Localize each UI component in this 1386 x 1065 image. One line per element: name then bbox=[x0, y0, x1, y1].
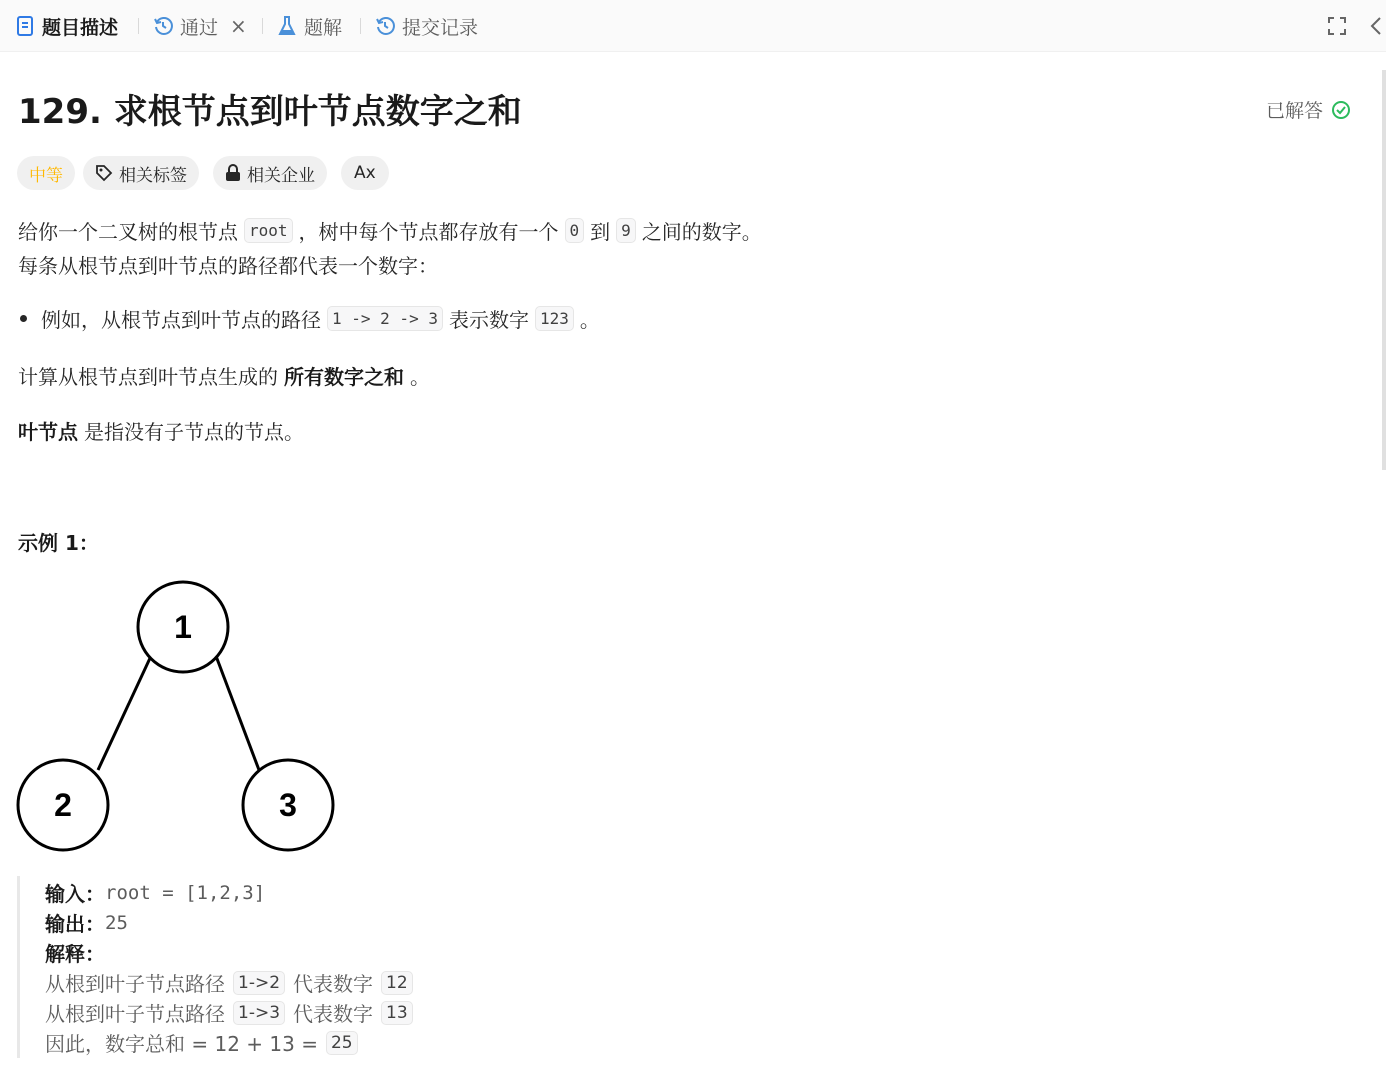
inline-code: 25 bbox=[326, 1031, 358, 1055]
fullscreen-icon[interactable] bbox=[1325, 14, 1349, 38]
difficulty-badge bbox=[17, 156, 75, 190]
inline-code: 1 -> 2 -> 3 bbox=[327, 306, 443, 331]
inline-code: 1->3 bbox=[233, 1001, 285, 1025]
explanation-line-1 bbox=[45, 968, 421, 997]
description-paragraph-1 bbox=[18, 216, 762, 245]
text-segment: 代表数字 bbox=[293, 1002, 374, 1026]
translate-button[interactable] bbox=[341, 156, 389, 190]
text-segment: 给你一个二叉树的根节点 bbox=[18, 220, 238, 244]
solved-status bbox=[1266, 96, 1351, 123]
example-output bbox=[45, 908, 128, 937]
output-label: 输出： bbox=[45, 912, 105, 936]
history-icon bbox=[374, 15, 396, 37]
collapse-chevron-icon[interactable] bbox=[1364, 14, 1386, 38]
description-paragraph-3 bbox=[18, 361, 430, 390]
text-segment: ，树中每个节点都存放有一个 bbox=[298, 220, 559, 244]
tab-submissions-label: 提交记录 bbox=[402, 16, 479, 39]
tab-accepted-label: 通过 bbox=[180, 16, 219, 39]
description-bullet bbox=[18, 304, 600, 333]
text-segment: 代表数字 bbox=[293, 972, 374, 996]
text-segment: 。 bbox=[410, 365, 430, 389]
output-value: 25 bbox=[105, 911, 128, 934]
tag-icon bbox=[95, 164, 113, 182]
tab-submissions[interactable] bbox=[374, 0, 478, 52]
tab-divider bbox=[138, 18, 139, 34]
tab-accepted[interactable] bbox=[152, 0, 247, 52]
inline-code: root bbox=[244, 218, 293, 243]
text-segment: 例如，从根节点到叶节点的路径 bbox=[41, 308, 321, 332]
text-segment: 表示数字 bbox=[448, 308, 529, 332]
description-paragraph-2: 每条从根节点到叶节点的路径都代表一个数字： bbox=[18, 254, 438, 278]
inline-code: 13 bbox=[381, 1001, 413, 1025]
text-segment: 之间的数字。 bbox=[641, 220, 762, 244]
inline-code: 1->2 bbox=[233, 971, 285, 995]
bold-text: 叶节点 bbox=[18, 420, 78, 444]
explanation-label: 解释： bbox=[45, 942, 105, 966]
translate-icon: Ax bbox=[354, 163, 376, 183]
binary-tree-diagram bbox=[14, 574, 344, 856]
bold-text: 所有数字之和 bbox=[284, 365, 404, 389]
related-companies-button[interactable] bbox=[213, 156, 327, 190]
difficulty-label: 中等 bbox=[29, 165, 63, 186]
inline-code: 12 bbox=[381, 971, 413, 995]
bullet-dot bbox=[20, 315, 27, 322]
tree-node-label: 1 bbox=[174, 609, 192, 645]
example-heading bbox=[18, 527, 99, 556]
text-segment: 是指没有子节点的节点。 bbox=[84, 420, 304, 444]
tree-edge bbox=[98, 656, 151, 770]
tab-divider bbox=[360, 18, 361, 34]
solved-status-label: 已解答 bbox=[1266, 100, 1324, 122]
text-segment: 。 bbox=[579, 308, 600, 332]
tree-node-label: 3 bbox=[279, 787, 297, 823]
example-heading-label: 示例 1： bbox=[18, 531, 99, 555]
text-segment: 从根到叶子节点路径 bbox=[45, 972, 225, 996]
tree-node-root bbox=[138, 582, 228, 672]
scrollbar[interactable] bbox=[1382, 70, 1386, 470]
related-tags-label: 相关标签 bbox=[119, 165, 187, 186]
check-circle-icon bbox=[1331, 100, 1351, 120]
text-segment: 计算从根节点到叶节点生成的 bbox=[18, 365, 278, 389]
text-segment: 到 bbox=[590, 220, 611, 244]
lock-icon bbox=[225, 164, 241, 182]
example-input bbox=[45, 878, 265, 907]
flask-icon bbox=[276, 15, 298, 37]
tab-solutions-label: 题解 bbox=[304, 16, 343, 39]
input-value: root = [1,2,3] bbox=[105, 881, 266, 904]
explanation-line-3 bbox=[45, 1028, 366, 1057]
example-explanation-heading bbox=[45, 938, 105, 967]
tree-node-label: 2 bbox=[54, 787, 72, 823]
problem-title: 129. 求根节点到叶节点数字之和 bbox=[18, 92, 522, 132]
input-label: 输入： bbox=[45, 882, 105, 906]
related-companies-label: 相关企业 bbox=[247, 165, 315, 186]
tab-bar bbox=[0, 0, 1386, 52]
tab-description-label: 题目描述 bbox=[42, 16, 119, 39]
example-io-block bbox=[17, 876, 617, 1058]
tab-solutions[interactable] bbox=[276, 0, 342, 52]
text-segment: 从根到叶子节点路径 bbox=[45, 1002, 225, 1026]
inline-code: 0 bbox=[565, 218, 585, 243]
inline-code: 123 bbox=[535, 306, 574, 331]
close-tab-button[interactable]: × bbox=[230, 14, 247, 38]
history-icon bbox=[152, 15, 174, 37]
document-icon bbox=[14, 15, 36, 37]
description-paragraph-4 bbox=[18, 416, 304, 445]
text-segment: 因此，数字总和 = 12 + 13 = bbox=[45, 1032, 318, 1056]
related-tags-button[interactable] bbox=[83, 156, 199, 190]
explanation-line-2 bbox=[45, 998, 421, 1027]
inline-code: 9 bbox=[616, 218, 636, 243]
tree-edge bbox=[216, 656, 259, 770]
tree-node-left bbox=[18, 760, 108, 850]
tab-divider bbox=[262, 18, 263, 34]
tab-description[interactable] bbox=[14, 0, 118, 52]
tree-node-right bbox=[243, 760, 333, 850]
